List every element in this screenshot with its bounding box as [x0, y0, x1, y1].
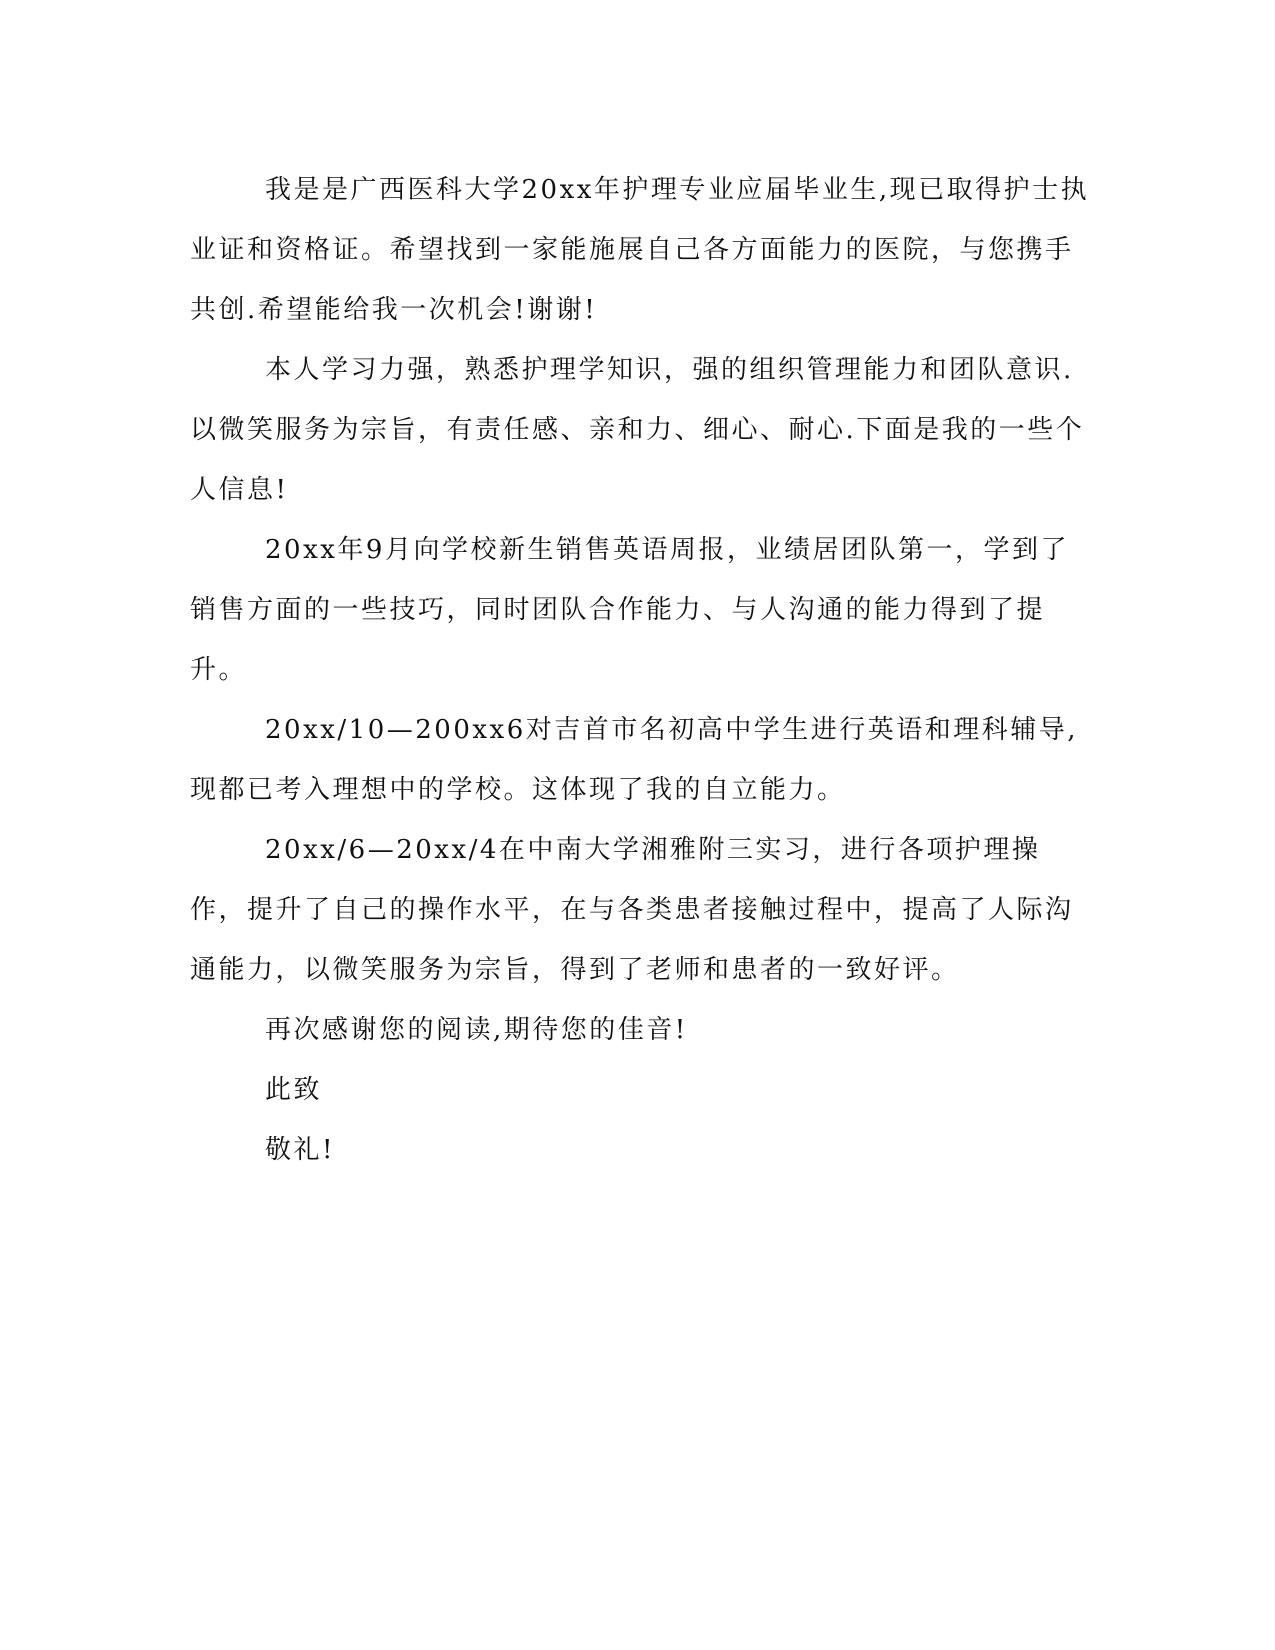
paragraph-thanks: 再次感谢您的阅读,期待您的佳音!	[265, 1015, 688, 1045]
paragraph-introduction: 我是是广西医科大学20xx年护理专业应届毕业生,现已取得护士执业证和资格证。希望找到一家能施展自己各方面能力的医院，与您携手共创.希望能给我一次机会!谢谢!	[190, 175, 1090, 325]
paragraph-sales-experience: 20xx年9月向学校新生销售英语周报，业绩居团队第一，学到了销售方面的一些技巧，同时团队合作能力、与人沟通的能力得到了提升。	[190, 535, 1069, 685]
letter-body	[190, 160, 1095, 1180]
closing-line-2: 敬礼!	[265, 1135, 335, 1165]
paragraph-strengths: 本人学习力强，熟悉护理学知识，强的组织管理能力和团队意识.以微笑服务为宗旨，有责任感、亲和力、细心、耐心.下面是我的一些个人信息!	[190, 355, 1085, 505]
closing-line-1: 此致	[265, 1075, 323, 1105]
paragraph-tutoring-experience: 20xx/10—200xx6对吉首市名初高中学生进行英语和理科辅导,现都已考入理想中的学校。这体现了我的自立能力。	[190, 715, 1079, 805]
paragraph-internship: 20xx/6—20xx/4在中南大学湘雅附三实习，进行各项护理操作，提升了自己的操作水平，在与各类患者接触过程中，提高了人际沟通能力，以微笑服务为宗旨，得到了老师和患者的一致好评。	[190, 835, 1074, 985]
